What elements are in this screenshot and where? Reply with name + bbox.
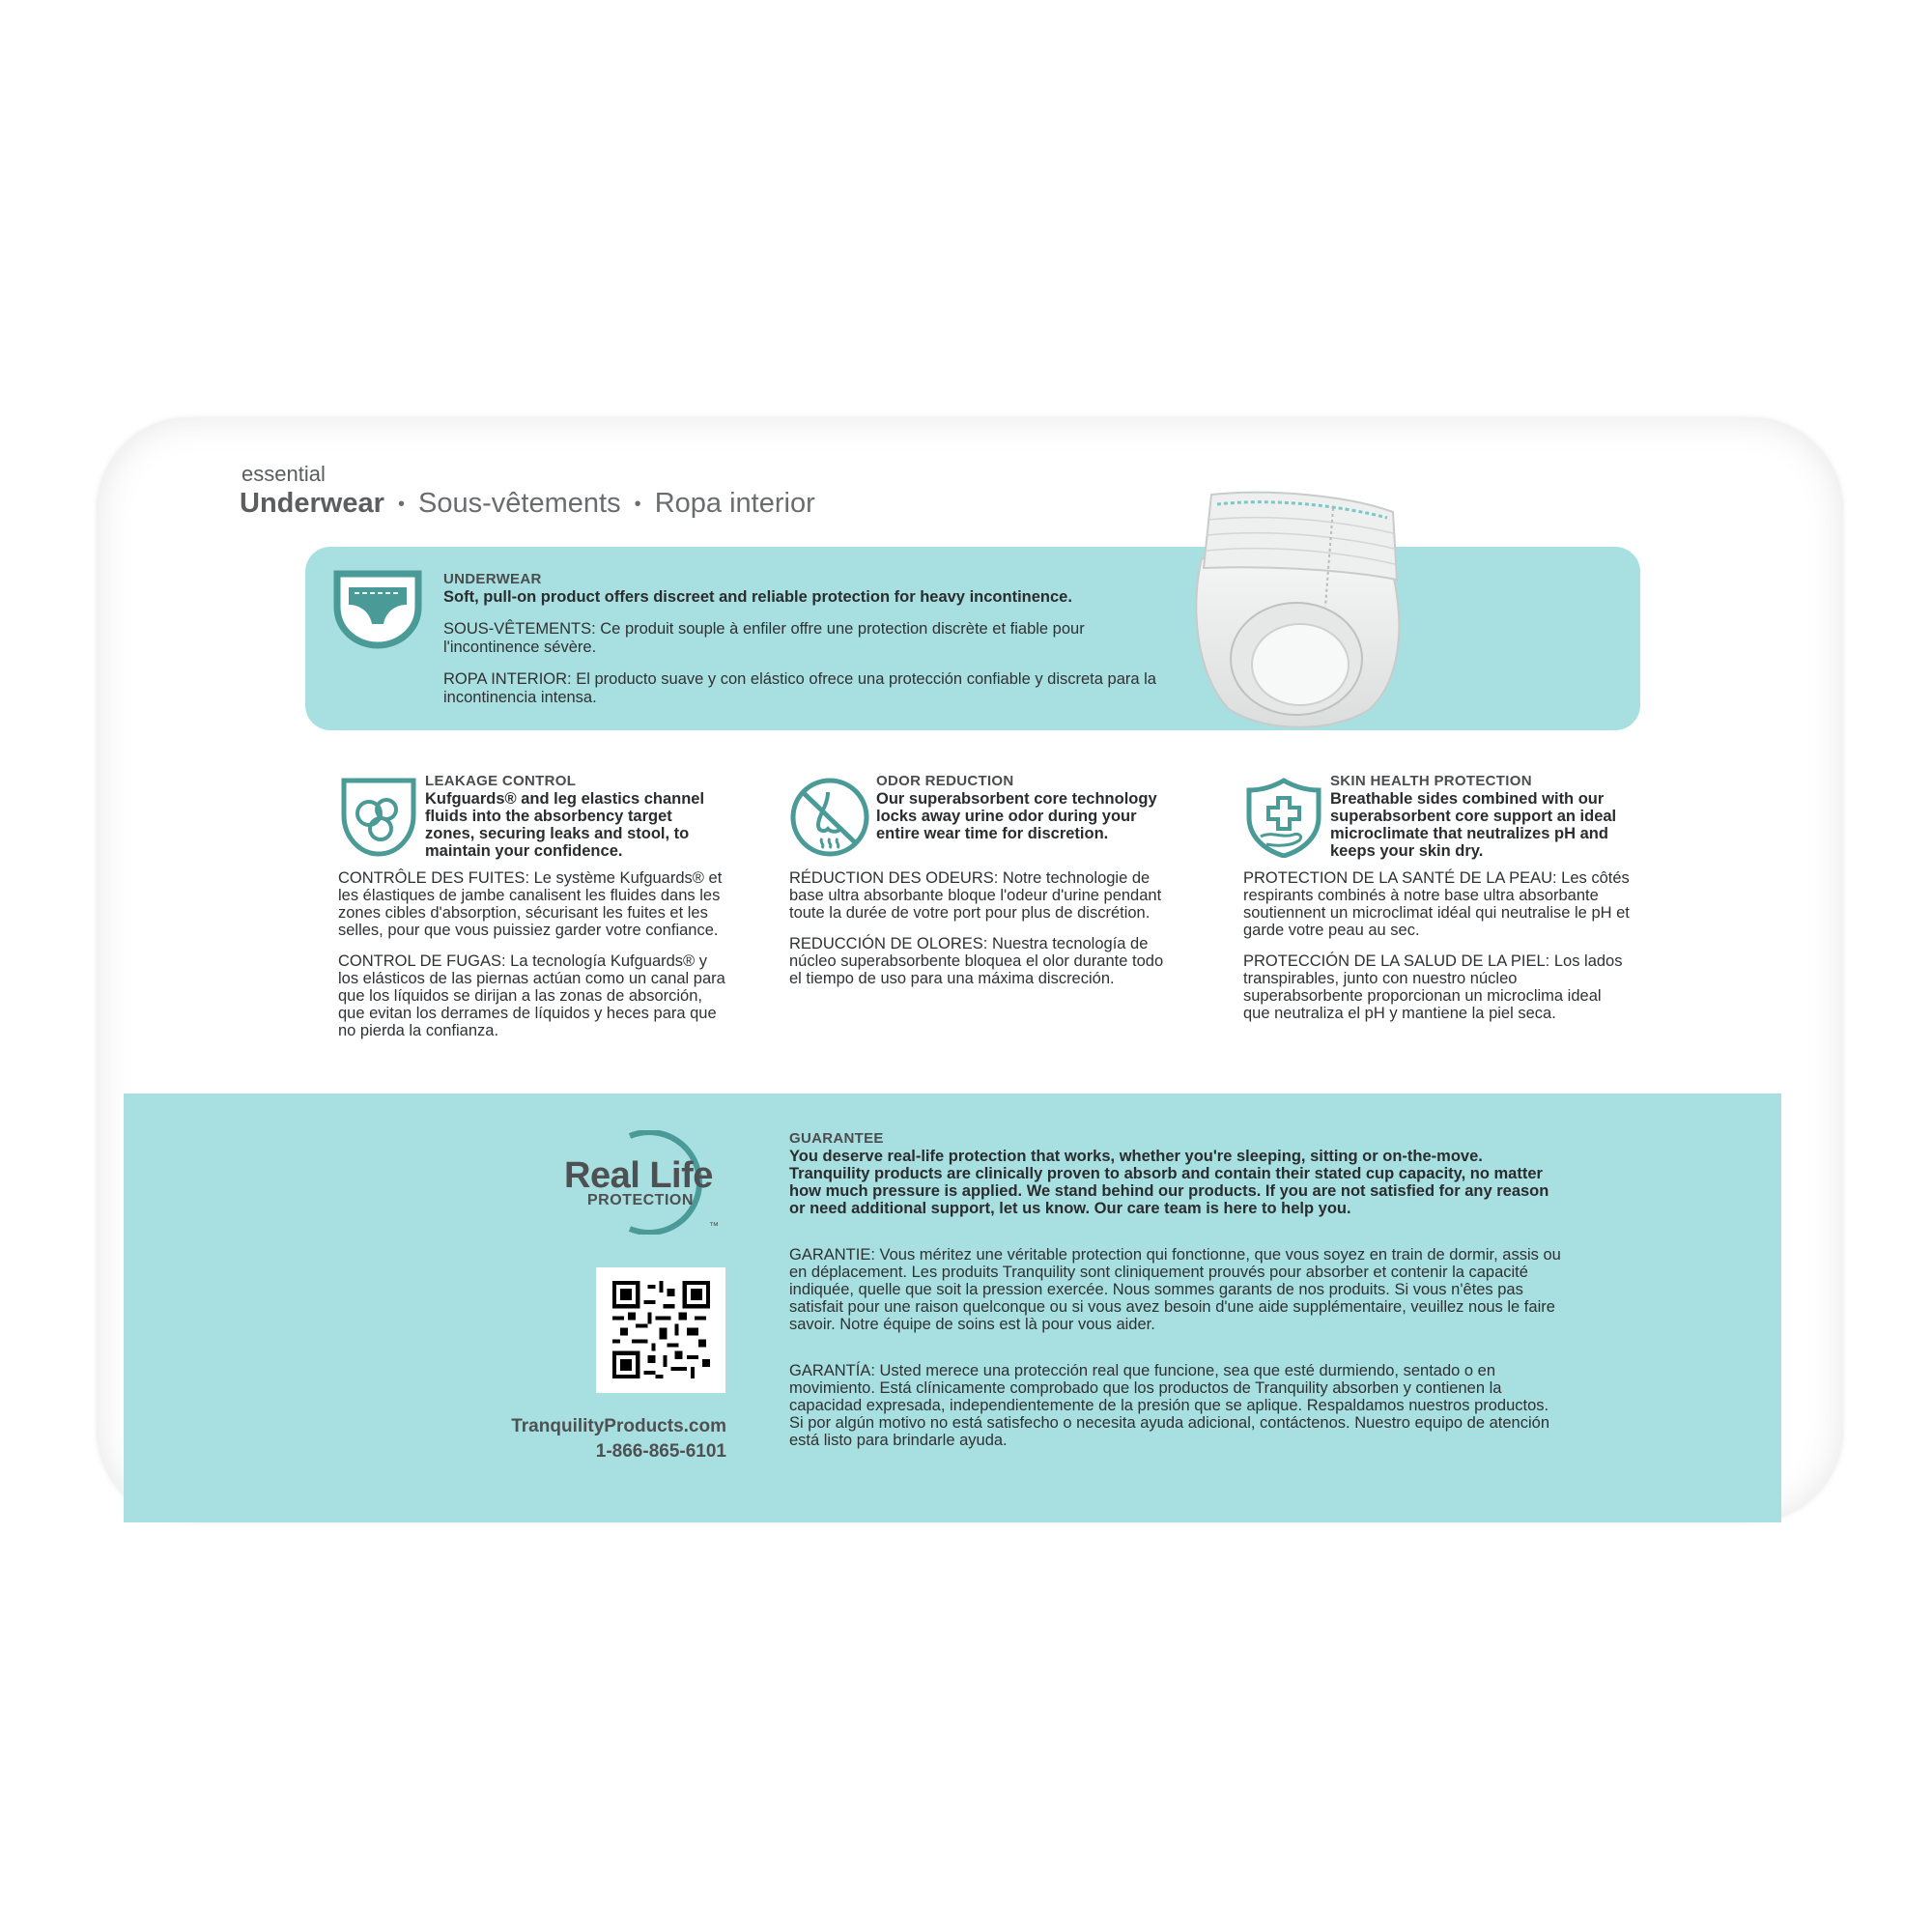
- guarantee-es: GARANTÍA: Usted merece una protección real que funcione, sea que esté durmiendo, sentado o en movimiento. Está clínicamente comprobado que los productos de Tranquility absorben y contienen la capacidad expresada, independientemente de la presión que se aplique. Respaldamos nuestros productos. Si por algún motivo no está satisfecho o necesita ayuda adicional, contáctenos. Nuestro equipo de atención está listo para brindarle ayuda.: [789, 1362, 1550, 1449]
- product-title: [240, 488, 815, 520]
- feature-en: Our superabsorbent core technology locks away urine odor during your entire wear time for discretion.: [876, 790, 1157, 842]
- feature-en: Breathable sides combined with our superabsorbent core support an ideal microclimate that neutralizes pH and keeps your skin dry.: [1330, 790, 1617, 860]
- intro-en: Soft, pull-on product offers discreet and reliable protection for heavy incontinence.: [443, 588, 1072, 606]
- feature-es: REDUCCIÓN DE OLORES: Nuestra tecnología de núcleo superabsorbente bloquea el olor durante todo el tiempo de uso para una máxima discreción.: [789, 935, 1164, 987]
- qr-code[interactable]: [612, 1281, 710, 1378]
- guarantee-fr: GARANTIE: Vous méritez une véritable protection qui fonctionne, que vous soyez en train de dormir, assis ou en déplacement. Les produits Tranquility sont cliniquement prouvés pour absorber et contenir la capacité indiquée, quelle que soit la pression exercée. Nous sommes garants de nos produits. Si vous n'êtes pas satisfait pour une raison quelconque ou si vous avez besoin d'une aide supplémentaire, veuillez nous le faire savoir. Notre équipe de soins est là pour vous aider.: [789, 1246, 1561, 1333]
- phone-number[interactable]: 1-866-865-6101: [595, 1441, 726, 1462]
- feature-fr: PROTECTION DE LA SANTÉ DE LA PEAU: Les côtés respirants combinés à notre base ultra absorbante soutiennent un microclimat idéal qui neutralise le pH et garde votre peau au sec.: [1243, 869, 1630, 939]
- guarantee-en: You deserve real-life protection that works, whether you're sleeping, sitting or on-the-move. Tranquility products are clinically proven to absorb and contain their stated cup capacity, no matter how much pressure is applied. We stand behind our products. If you are not satisfied for any reason or need additional support, let us know. Our care team is here to help you.: [789, 1148, 1549, 1217]
- title-fr: Sous-vêtements: [418, 488, 621, 519]
- no-odor-icon: [789, 777, 870, 858]
- title-main: Underwear: [240, 488, 384, 519]
- feature-es: PROTECCIÓN DE LA SALUD DE LA PIEL: Los lados transpirables, junto con nuestro núcleo superabsorbente proporcionan un microclima ideal que neutraliza el pH y mantiene la piel seca.: [1243, 952, 1623, 1022]
- feature-odor-reduction: [789, 773, 1178, 1001]
- feature-fr: CONTRÔLE DES FUITES: Le système Kufguards® et les élastiques de jambe canalisent les fluides dans les zones cibles d'absorption, sécurisant les fuites et les selles, pour que vous puissiez garder votre confiance.: [338, 869, 723, 939]
- website-link[interactable]: TranquilityProducts.com: [511, 1416, 726, 1436]
- feature-skin-health: [1243, 773, 1632, 1036]
- feature-en: Kufguards® and leg elastics channel fluids into the absorbency target zones, securing leaks and stool, to maintain your confidence.: [425, 790, 705, 860]
- feature-fr: RÉDUCTION DES ODEURS: Notre technologie de base ultra absorbante bloque l'odeur d'urine pendant toute la durée de votre port pour plus de discrétion.: [789, 869, 1162, 922]
- guarantee-section: [789, 1130, 1562, 1478]
- intro-text: [443, 570, 1178, 721]
- intro-fr: SOUS-VÊTEMENTS: Ce produit souple à enfiler offre une protection discrète et fiable pour l'incontinence sévère.: [443, 620, 1085, 656]
- feature-leakage-control: [338, 773, 726, 1053]
- title-separator: •: [397, 493, 405, 515]
- feature-heading: LEAKAGE CONTROL: [425, 773, 577, 789]
- title-separator: •: [634, 493, 641, 515]
- brand-label: essential: [242, 462, 326, 486]
- underwear-product-image: [1190, 491, 1410, 732]
- contact-info: [489, 1414, 726, 1464]
- intro-es: ROPA INTERIOR: El producto suave y con elástico ofrece una protección confiable y discreta para la incontinencia intensa.: [443, 670, 1156, 706]
- feature-es: CONTROL DE FUGAS: La tecnología Kufguards® y los elásticos de las piernas actúan como un canal para que los líquidos se dirijan a las zonas de absorción, que evitan los derrames de líquidos y heces para que no pierda la confianza.: [338, 952, 725, 1039]
- logo-tm: ™: [709, 1221, 719, 1232]
- logo-line2: PROTECTION: [587, 1192, 694, 1208]
- skin-shield-icon: [1243, 777, 1324, 858]
- droplets-shield-icon: [338, 777, 419, 858]
- logo-line1: Real Life: [564, 1155, 713, 1196]
- feature-heading: SKIN HEALTH PROTECTION: [1330, 773, 1532, 789]
- feature-heading: ODOR REDUCTION: [876, 773, 1014, 789]
- intro-heading: UNDERWEAR: [443, 571, 542, 587]
- title-es: Ropa interior: [654, 488, 815, 519]
- guarantee-heading: GUARANTEE: [789, 1130, 884, 1147]
- underwear-icon: [331, 570, 424, 649]
